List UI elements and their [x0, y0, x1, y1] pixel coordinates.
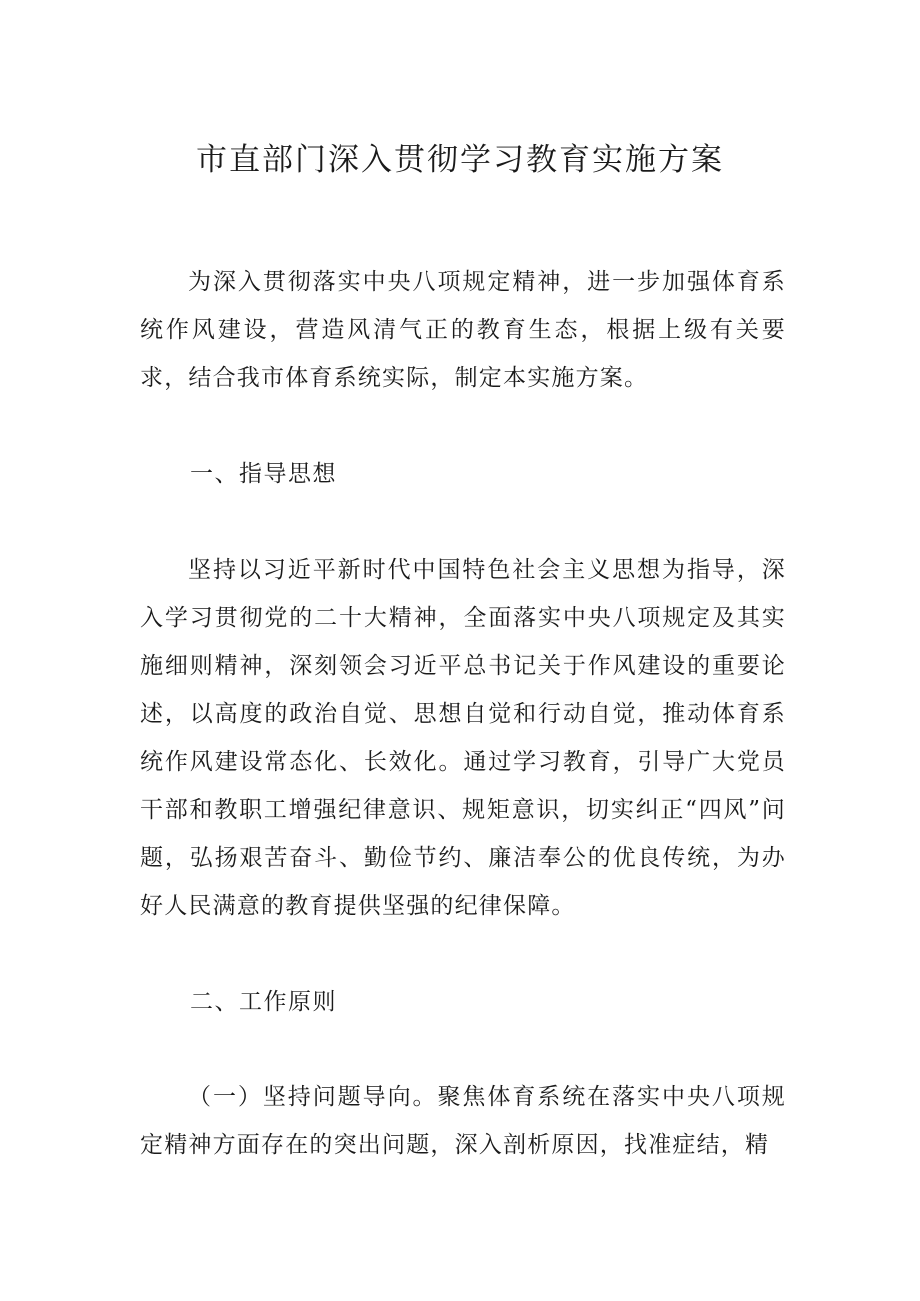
work-principle-item-1: （一）坚持问题导向。聚焦体育系统在落实中央八项规定精神方面存在的突出问题，深入剖析原因，找准症结，精: [140, 1084, 786, 1158]
guiding-ideology-paragraph: 坚持以习近平新时代中国特色社会主义思想为指导，深入学习贯彻党的二十大精神，全面落实中央八项规定及其实施细则精神，深刻领会习近平总书记关于作风建设的重要论述，以高度的政治自觉、思想自觉和行动自觉，推动体育系统作风建设常态化、长效化。通过学习教育，引导广大党员干部和教职工增强纪律意识、规矩意识，切实纠正“四风”问题，弘扬艰苦奋斗、勤俭节约、廉洁奉公的优良传统，为办好人民满意的教育提供坚强的纪律保障。: [140, 557, 786, 919]
section-heading-guiding-ideology: 一、指导思想: [190, 461, 337, 487]
document-title: 市直部门深入贯彻学习教育实施方案: [196, 142, 724, 178]
intro-paragraph: 为深入贯彻落实中央八项规定精神，进一步加强体育系统作风建设，营造风清气正的教育生态，根据上级有关要求，结合我市体育系统实际，制定本实施方案。: [140, 269, 786, 391]
section-heading-work-principles: 二、工作原则: [190, 989, 337, 1015]
